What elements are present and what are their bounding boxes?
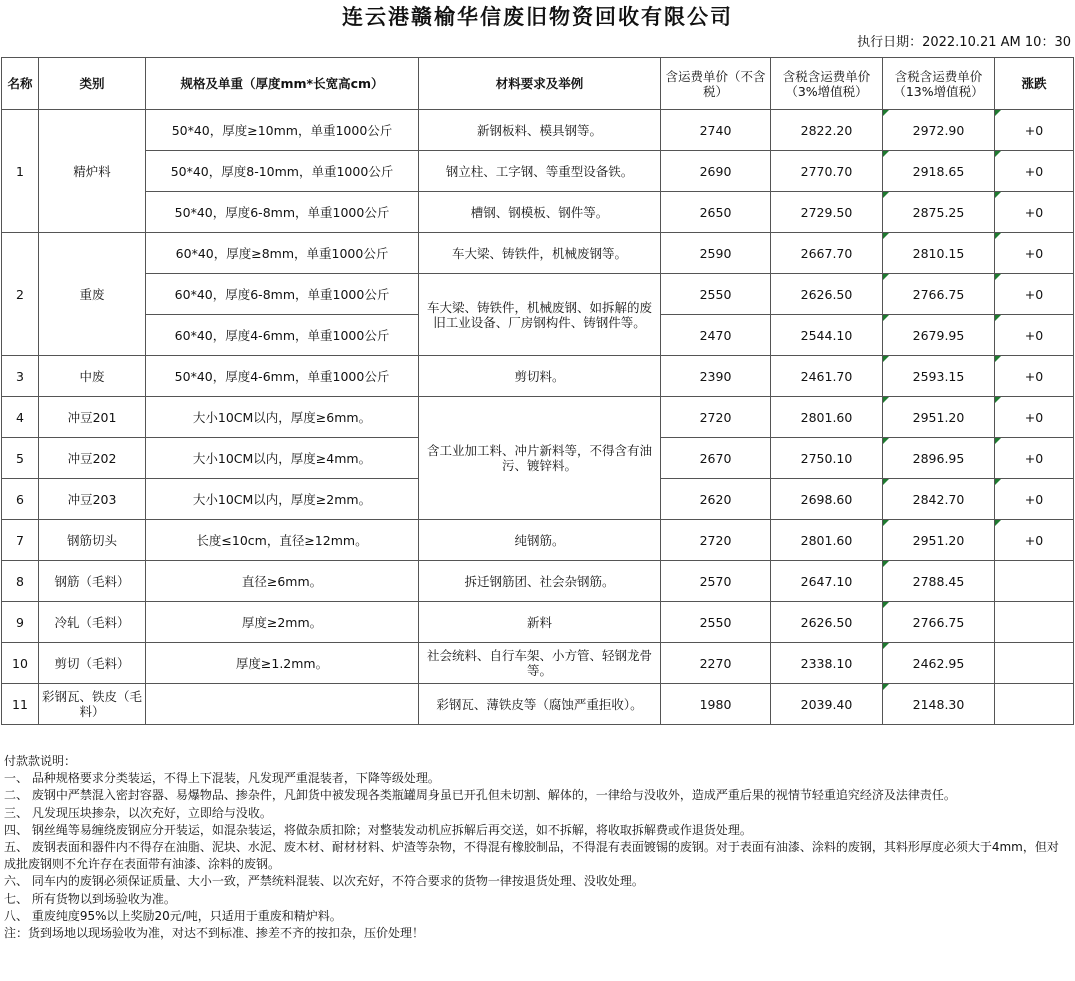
row-spec: 直径≥6mm。	[146, 561, 419, 602]
row-price-freight: 1980	[661, 684, 771, 725]
row-number: 3	[2, 356, 39, 397]
row-material: 纯钢筋。	[419, 520, 661, 561]
header-spec: 规格及单重（厚度mm*长宽高cm）	[146, 58, 419, 110]
row-price-3pct: 2729.50	[771, 192, 883, 233]
row-price-freight: 2550	[661, 602, 771, 643]
row-price-13pct: 2679.95	[883, 315, 995, 356]
row-change: +0	[995, 274, 1074, 315]
header-category: 类别	[39, 58, 146, 110]
table-row	[2, 397, 1074, 438]
row-spec: 50*40，厚度4-6mm，单重1000公斤	[146, 356, 419, 397]
row-category: 中废	[39, 356, 146, 397]
row-price-13pct: 2951.20	[883, 397, 995, 438]
row-material: 钢立柱、工字钢、等重型设备铁。	[419, 151, 661, 192]
row-number: 2	[2, 233, 39, 356]
table-row	[2, 602, 1074, 643]
table-row	[2, 520, 1074, 561]
row-price-freight: 2470	[661, 315, 771, 356]
row-category: 冲豆201	[39, 397, 146, 438]
row-price-13pct: 2593.15	[883, 356, 995, 397]
row-material: 新料	[419, 602, 661, 643]
row-category: 重废	[39, 233, 146, 356]
row-number: 7	[2, 520, 39, 561]
row-price-freight: 2740	[661, 110, 771, 151]
row-number: 4	[2, 397, 39, 438]
row-price-13pct: 2875.25	[883, 192, 995, 233]
table-row	[2, 643, 1074, 684]
row-price-13pct: 2810.15	[883, 233, 995, 274]
row-category: 精炉料	[39, 110, 146, 233]
table-row	[2, 274, 1074, 315]
row-price-13pct: 2972.90	[883, 110, 995, 151]
row-price-3pct: 2698.60	[771, 479, 883, 520]
row-category: 冲豆203	[39, 479, 146, 520]
note-item: 八、 重废纯度95%以上奖励20元/吨，只适用于重废和精炉料。	[4, 908, 342, 923]
row-spec: 60*40，厚度6-8mm，单重1000公斤	[146, 274, 419, 315]
row-number: 6	[2, 479, 39, 520]
header-material: 材料要求及举例	[419, 58, 661, 110]
row-number: 8	[2, 561, 39, 602]
row-spec: 大小10CM以内，厚度≥4mm。	[146, 438, 419, 479]
row-category: 彩钢瓦、铁皮（毛料）	[39, 684, 146, 725]
row-change: +0	[995, 397, 1074, 438]
table-row	[2, 356, 1074, 397]
row-spec: 长度≤10cm，直径≥12mm。	[146, 520, 419, 561]
row-price-3pct: 2750.10	[771, 438, 883, 479]
row-category: 剪切（毛料）	[39, 643, 146, 684]
row-material: 社会统料、自行车架、小方管、轻钢龙骨等。	[419, 643, 661, 684]
row-spec	[146, 684, 419, 725]
row-price-3pct: 2770.70	[771, 151, 883, 192]
header-price-13pct: 含税含运费单价（13%增值税）	[883, 58, 995, 110]
row-price-13pct: 2896.95	[883, 438, 995, 479]
row-change: +0	[995, 438, 1074, 479]
row-change: +0	[995, 479, 1074, 520]
row-price-3pct: 2461.70	[771, 356, 883, 397]
price-table	[1, 57, 1074, 725]
row-number: 5	[2, 438, 39, 479]
note-item: 六、 同车内的废钢必须保证质量、大小一致，严禁统料混装、以次充好，不符合要求的货物一律按退货处理、没收处理。	[4, 874, 644, 889]
row-price-freight: 2270	[661, 643, 771, 684]
row-material: 槽钢、钢模板、钢件等。	[419, 192, 661, 233]
header-name: 名称	[2, 58, 39, 110]
row-price-13pct: 2788.45	[883, 561, 995, 602]
table-row	[2, 110, 1074, 151]
row-material: 车大梁、铸铁件，机械废钢等。	[419, 233, 661, 274]
row-price-freight: 2690	[661, 151, 771, 192]
row-price-13pct: 2148.30	[883, 684, 995, 725]
row-spec: 大小10CM以内，厚度≥2mm。	[146, 479, 419, 520]
table-row	[2, 561, 1074, 602]
row-price-3pct: 2647.10	[771, 561, 883, 602]
row-spec: 50*40，厚度8-10mm，单重1000公斤	[146, 151, 419, 192]
row-price-13pct: 2462.95	[883, 643, 995, 684]
row-spec: 50*40，厚度6-8mm，单重1000公斤	[146, 192, 419, 233]
row-change: +0	[995, 233, 1074, 274]
row-change: +0	[995, 315, 1074, 356]
row-price-13pct: 2766.75	[883, 274, 995, 315]
note-item: 七、 所有货物以到场验收为准。	[4, 891, 176, 906]
table-row	[2, 684, 1074, 725]
row-spec: 厚度≥1.2mm。	[146, 643, 419, 684]
payment-notes	[4, 753, 1066, 942]
row-material: 新钢板料、模具钢等。	[419, 110, 661, 151]
table-row	[2, 151, 1074, 192]
row-price-freight: 2720	[661, 520, 771, 561]
row-price-freight: 2570	[661, 561, 771, 602]
row-price-3pct: 2801.60	[771, 397, 883, 438]
row-price-13pct: 2842.70	[883, 479, 995, 520]
row-change	[995, 643, 1074, 684]
row-number: 10	[2, 643, 39, 684]
note-footer: 注：货到场地以现场验收为准，对达不到标准、掺差不齐的按扣杂，压价处理！	[4, 926, 425, 941]
row-price-freight: 2720	[661, 397, 771, 438]
row-price-freight: 2590	[661, 233, 771, 274]
row-price-3pct: 2338.10	[771, 643, 883, 684]
row-category: 钢筋切头	[39, 520, 146, 561]
header-change: 涨跌	[995, 58, 1074, 110]
header-price-3pct: 含税含运费单价（3%增值税）	[771, 58, 883, 110]
row-change: +0	[995, 110, 1074, 151]
row-change: +0	[995, 520, 1074, 561]
table-header-row	[2, 58, 1074, 110]
row-price-freight: 2550	[661, 274, 771, 315]
row-price-3pct: 2039.40	[771, 684, 883, 725]
row-material: 拆迁钢筋团、社会杂钢筋。	[419, 561, 661, 602]
row-number: 9	[2, 602, 39, 643]
row-price-3pct: 2626.50	[771, 274, 883, 315]
row-price-13pct: 2766.75	[883, 602, 995, 643]
row-material: 含工业加工料、冲片新料等，不得含有油污、镀锌料。	[419, 397, 661, 520]
row-price-13pct: 2918.65	[883, 151, 995, 192]
row-material: 剪切料。	[419, 356, 661, 397]
row-price-3pct: 2822.20	[771, 110, 883, 151]
row-change	[995, 602, 1074, 643]
row-material: 彩钢瓦、薄铁皮等（腐蚀严重拒收）。	[419, 684, 661, 725]
row-price-3pct: 2626.50	[771, 602, 883, 643]
notes-heading: 付款款说明：	[4, 754, 77, 768]
row-change	[995, 684, 1074, 725]
row-spec: 厚度≥2mm。	[146, 602, 419, 643]
row-spec: 50*40，厚度≥10mm，单重1000公斤	[146, 110, 419, 151]
row-category: 冲豆202	[39, 438, 146, 479]
row-price-freight: 2620	[661, 479, 771, 520]
row-number: 11	[2, 684, 39, 725]
note-item: 二、 废钢中严禁混入密封容器、易爆物品、掺杂件，凡卸货中被发现各类瓶罐周身虽已开孔但未切割、解体的，一律给与没收外，造成严重后果的视情节轻重追究经济及法律责任。	[4, 788, 956, 803]
row-price-freight: 2390	[661, 356, 771, 397]
row-price-3pct: 2801.60	[771, 520, 883, 561]
row-change: +0	[995, 356, 1074, 397]
row-price-freight: 2650	[661, 192, 771, 233]
execution-date: 执行日期：2022.10.21 AM 10：30	[857, 35, 1071, 50]
row-price-13pct: 2951.20	[883, 520, 995, 561]
row-material: 车大梁、铸铁件，机械废钢、如拆解的废旧工业设备、厂房钢构件、铸钢件等。	[419, 274, 661, 356]
row-spec: 大小10CM以内，厚度≥6mm。	[146, 397, 419, 438]
row-change: +0	[995, 192, 1074, 233]
row-category: 冷轧（毛料）	[39, 602, 146, 643]
table-row	[2, 192, 1074, 233]
row-price-freight: 2670	[661, 438, 771, 479]
row-number: 1	[2, 110, 39, 233]
row-category: 钢筋（毛料）	[39, 561, 146, 602]
note-item: 一、 品种规格要求分类装运，不得上下混装，凡发现严重混装者，下降等级处理。	[4, 771, 440, 786]
note-item: 五、 废钢表面和器件内不得存在油脂、泥块、水泥、废木材、耐材材料、炉渣等杂物，不得混有橡胶制品，不得混有表面镀锡的废钢。对于表面有油漆、涂料的废钢，其料形厚度必须大于4mm，但对成批废钢则不允许存在表面带有油漆、涂料的废钢。	[4, 840, 1059, 872]
table-row	[2, 233, 1074, 274]
header-price-freight: 含运费单价（不含税）	[661, 58, 771, 110]
row-price-3pct: 2544.10	[771, 315, 883, 356]
note-item: 三、 凡发现压块掺杂，以次充好，立即给与没收。	[4, 805, 272, 820]
row-change: +0	[995, 151, 1074, 192]
row-spec: 60*40，厚度4-6mm，单重1000公斤	[146, 315, 419, 356]
row-spec: 60*40，厚度≥8mm，单重1000公斤	[146, 233, 419, 274]
row-price-3pct: 2667.70	[771, 233, 883, 274]
row-change	[995, 561, 1074, 602]
note-item: 四、 钢丝绳等易缠绕废钢应分开装运，如混杂装运，将做杂质扣除；对整装发动机应拆解后再交送，如不拆解，将收取拆解费或作退货处理。	[4, 822, 752, 837]
company-title: 连云港赣榆华信废旧物资回收有限公司	[342, 4, 733, 29]
